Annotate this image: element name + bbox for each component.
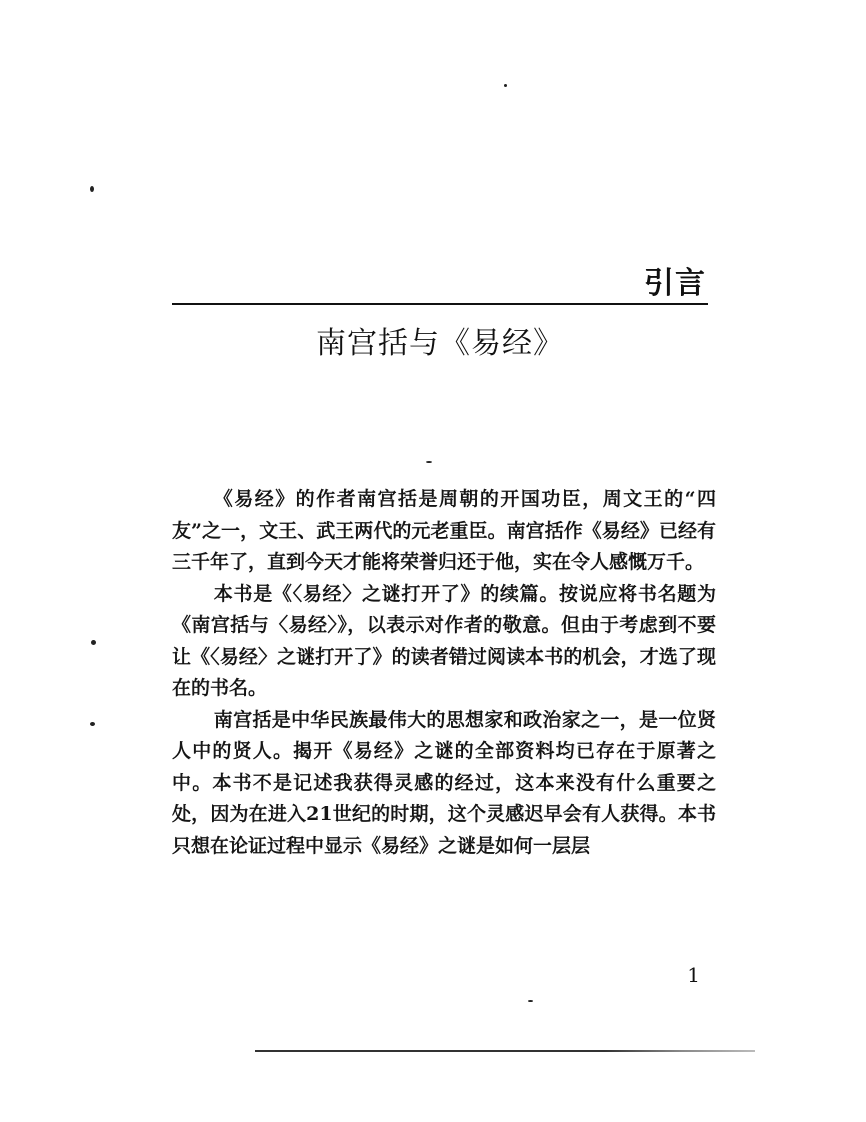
scan-speck (426, 461, 432, 463)
paragraph-3: 南宫括是中华民族最伟大的思想家和政治家之一，是一位贤人中的贤人。揭开《易经》之谜的全部资料均已存在于原著之中。本书不是记述我获得灵感的经过，这本来没有什么重要之处，因为在进入21世纪的时期，这个灵感迟早会有人获得。本书只想在论证过程中显示《易经》之谜是如何一层层 (172, 708, 716, 857)
chapter-title: 南宫括与《易经》 (316, 326, 564, 361)
paragraph-2: 本书是《〈易经〉之谜打开了》的续篇。按说应将书名题为《南宫括与〈易经〉》，以表示对作者的敬意。但由于考虑到不要让《〈易经〉之谜打开了》的读者错过阅读本书的机会，才选了现在的书名。 (172, 582, 716, 699)
scan-speck (90, 186, 94, 192)
header-rule (172, 303, 708, 305)
scan-speck (504, 84, 507, 87)
scan-speck (528, 1000, 533, 1002)
paragraph-1: 《易经》的作者南宫括是周朝的开国功臣，周文王的“四友”之一，文王、武王两代的元老重臣。南宫括作《易经》已经有三千年了，直到今天才能将荣誉归还于他，实在令人感慨万千。 (172, 488, 716, 573)
scan-speck (90, 722, 95, 726)
chapter-label: 引言 (644, 266, 706, 301)
scan-speck (91, 640, 96, 645)
page-number: 1 (687, 963, 700, 987)
footer-scan-line (255, 1050, 755, 1052)
body-text (172, 484, 716, 862)
